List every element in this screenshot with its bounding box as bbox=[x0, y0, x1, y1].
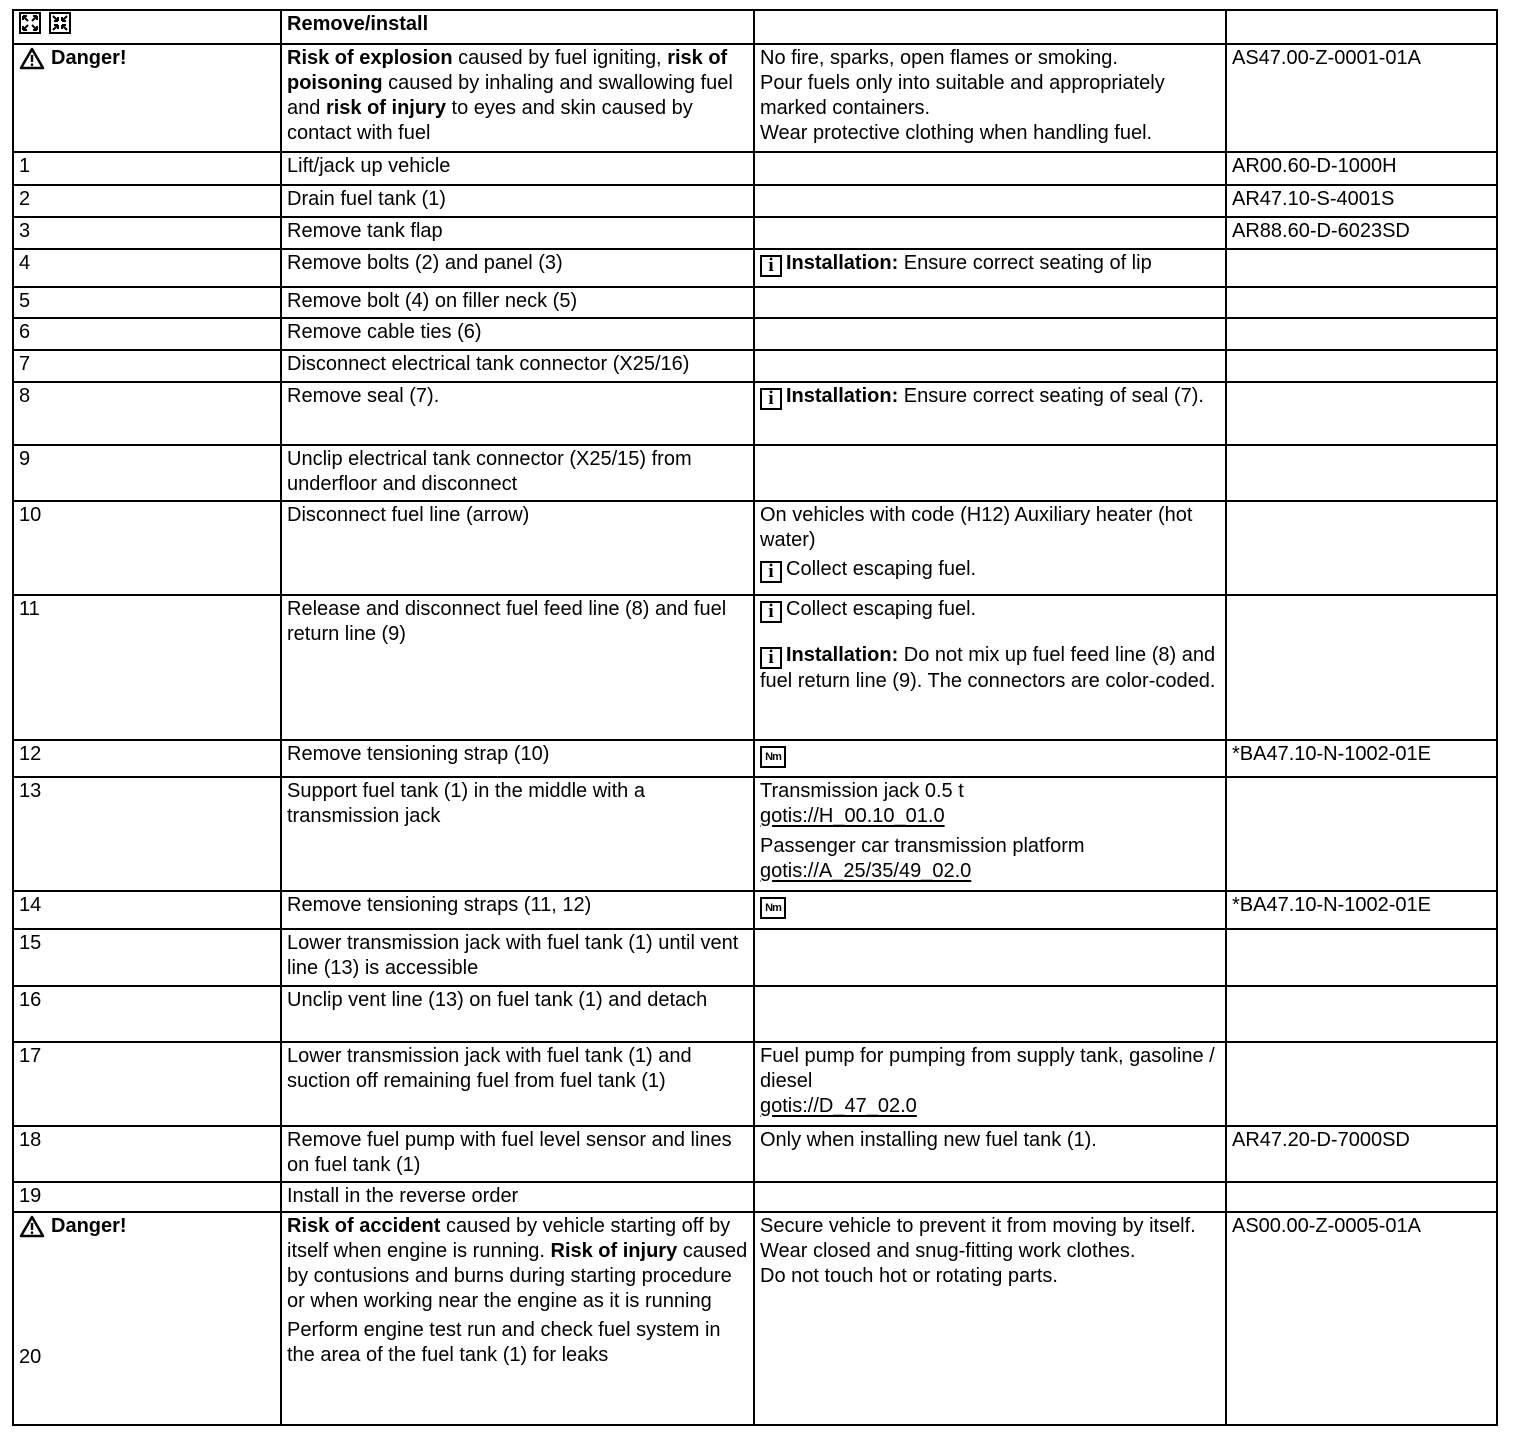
step-row-15 bbox=[13, 929, 1497, 986]
tool-name: Fuel pump for pumping from supply tank, gasoline / diesel bbox=[760, 1045, 1215, 1092]
step-number: 14 bbox=[13, 891, 281, 929]
step-row-2 bbox=[13, 185, 1497, 217]
step-number: 11 bbox=[13, 595, 281, 740]
step-note: Only when installing new fuel tank (1). bbox=[754, 1126, 1226, 1182]
warning-triangle-icon bbox=[19, 47, 45, 70]
collapse-icon[interactable] bbox=[49, 12, 71, 34]
step-row-12 bbox=[13, 740, 1497, 777]
step-ref[interactable]: AR47.10-S-4001S bbox=[1226, 185, 1497, 217]
warning-triangle-icon bbox=[19, 1215, 45, 1238]
step-text: Unclip electrical tank connector (X25/15) from underfloor and disconnect bbox=[281, 445, 754, 501]
tool-link[interactable]: gotis://A_25/35/49_02.0 bbox=[760, 860, 972, 882]
step-text: Lower transmission jack with fuel tank (1) until vent line (13) is accessible bbox=[281, 929, 754, 986]
step-number: 15 bbox=[13, 929, 281, 986]
step-row-9 bbox=[13, 445, 1497, 501]
step-row-3 bbox=[13, 217, 1497, 249]
danger-1-note: Pour fuels only into suitable and appropriately marked containers. bbox=[760, 72, 1165, 119]
danger-2-note: Do not touch hot or rotating parts. bbox=[760, 1265, 1058, 1287]
step-number: 12 bbox=[13, 740, 281, 777]
danger-1-ref[interactable]: AS47.00-Z-0001-01A bbox=[1226, 44, 1497, 152]
info-note: Collect escaping fuel. bbox=[786, 558, 977, 580]
step-text: Support fuel tank (1) in the middle with a transmission jack bbox=[281, 777, 754, 891]
danger-1-note: No fire, sparks, open flames or smoking. bbox=[760, 47, 1118, 69]
danger-2-ref[interactable]: AS00.00-Z-0005-01A bbox=[1226, 1212, 1497, 1425]
step-text: Remove tensioning strap (10) bbox=[281, 740, 754, 777]
step-text: Lift/jack up vehicle bbox=[281, 152, 754, 185]
torque-icon[interactable]: Nm bbox=[760, 746, 786, 768]
step-text: Remove fuel pump with fuel level sensor and lines on fuel tank (1) bbox=[281, 1126, 754, 1182]
step-number: 4 bbox=[13, 249, 281, 287]
step-ref[interactable]: AR88.60-D-6023SD bbox=[1226, 217, 1497, 249]
step-text: Remove cable ties (6) bbox=[281, 318, 754, 350]
step-text: Lower transmission jack with fuel tank (1) and suction off remaining fuel from fuel tank (1) bbox=[281, 1042, 754, 1126]
step-row-19 bbox=[13, 1182, 1497, 1212]
header-row bbox=[13, 10, 1497, 44]
info-icon: i bbox=[760, 601, 782, 623]
step-text: Disconnect electrical tank connector (X25/16) bbox=[281, 350, 754, 382]
danger-2-note: Secure vehicle to prevent it from moving by itself. bbox=[760, 1215, 1196, 1237]
info-note: Collect escaping fuel. bbox=[786, 598, 977, 620]
step-number: 10 bbox=[13, 501, 281, 595]
step-ref[interactable]: *BA47.10-N-1002-01E bbox=[1226, 740, 1497, 777]
step-number: 18 bbox=[13, 1126, 281, 1182]
step-row-6 bbox=[13, 318, 1497, 350]
step-ref[interactable]: AR00.60-D-1000H bbox=[1226, 152, 1497, 185]
info-icon: i bbox=[760, 255, 782, 277]
installation-label: Installation: bbox=[786, 252, 899, 274]
step-number: 2 bbox=[13, 185, 281, 217]
danger-row-1 bbox=[13, 44, 1497, 152]
step-number: 6 bbox=[13, 318, 281, 350]
step-number: 1 bbox=[13, 152, 281, 185]
step-row-4 bbox=[13, 249, 1497, 287]
danger-2-note: Wear closed and snug-fitting work clothes. bbox=[760, 1240, 1136, 1262]
header-title: Remove/install bbox=[281, 10, 754, 44]
installation-note: Do not mix up fuel feed line (8) and fuel return line (9). The connectors are color-coded. bbox=[760, 644, 1216, 692]
expand-icon[interactable] bbox=[19, 12, 41, 34]
step-number: 19 bbox=[13, 1182, 281, 1212]
step-text: Remove bolts (2) and panel (3) bbox=[281, 249, 754, 287]
step-row-8 bbox=[13, 382, 1497, 445]
step-text: Remove tensioning straps (11, 12) bbox=[281, 891, 754, 929]
step-row-14 bbox=[13, 891, 1497, 929]
step-number: 7 bbox=[13, 350, 281, 382]
step-row-13 bbox=[13, 777, 1497, 891]
step-number: 9 bbox=[13, 445, 281, 501]
step-number: 17 bbox=[13, 1042, 281, 1126]
installation-note: Ensure correct seating of seal (7). bbox=[898, 385, 1204, 407]
step-row-7 bbox=[13, 350, 1497, 382]
step-row-5 bbox=[13, 287, 1497, 318]
torque-icon[interactable]: Nm bbox=[760, 897, 786, 919]
step-number: 20 bbox=[19, 1346, 42, 1368]
step-row-16 bbox=[13, 986, 1497, 1042]
step-text: Release and disconnect fuel feed line (8) and fuel return line (9) bbox=[281, 595, 754, 740]
step-ref[interactable]: AR47.20-D-7000SD bbox=[1226, 1126, 1497, 1182]
step-text: Unclip vent line (13) on fuel tank (1) and detach bbox=[281, 986, 754, 1042]
step-row-17 bbox=[13, 1042, 1497, 1126]
danger-row-2 bbox=[13, 1212, 1497, 1425]
danger-1-note: Wear protective clothing when handling fuel. bbox=[760, 122, 1153, 144]
procedure-table bbox=[12, 9, 1498, 1426]
installation-label: Installation: bbox=[786, 644, 899, 666]
tool-link[interactable]: gotis://D_47_02.0 bbox=[760, 1095, 917, 1117]
danger-2-description: Risk of accident caused by vehicle starting off by itself when engine is running. Risk of injury caused by contusions and burns during starting procedure or when working near the engine as it is running bbox=[287, 1215, 748, 1312]
step-ref[interactable]: *BA47.10-N-1002-01E bbox=[1226, 891, 1497, 929]
step-row-1 bbox=[13, 152, 1497, 185]
step-text: Disconnect fuel line (arrow) bbox=[281, 501, 754, 595]
step-text: Remove seal (7). bbox=[281, 382, 754, 445]
step-number: 8 bbox=[13, 382, 281, 445]
step-row-10 bbox=[13, 501, 1497, 595]
danger-label-1: Danger! bbox=[19, 46, 127, 71]
header-icons-cell bbox=[13, 10, 281, 44]
step-number: 5 bbox=[13, 287, 281, 318]
info-icon: i bbox=[760, 647, 782, 669]
step-text: Install in the reverse order bbox=[281, 1182, 754, 1212]
info-icon: i bbox=[760, 388, 782, 410]
step-text: Perform engine test run and check fuel system in the area of the fuel tank (1) for leaks bbox=[287, 1319, 721, 1366]
installation-note: Ensure correct seating of lip bbox=[898, 252, 1152, 274]
step-row-18 bbox=[13, 1126, 1497, 1182]
step-number: 13 bbox=[13, 777, 281, 891]
step-row-11 bbox=[13, 595, 1497, 740]
tool-link[interactable]: gotis://H_00.10_01.0 bbox=[760, 805, 945, 827]
tool-name: Passenger car transmission platform bbox=[760, 835, 1085, 857]
step-text: Drain fuel tank (1) bbox=[281, 185, 754, 217]
step-number: 16 bbox=[13, 986, 281, 1042]
info-icon: i bbox=[760, 561, 782, 583]
step-number: 3 bbox=[13, 217, 281, 249]
step-text: Remove bolt (4) on filler neck (5) bbox=[281, 287, 754, 318]
code-note: On vehicles with code (H12) Auxiliary heater (hot water) bbox=[760, 504, 1193, 551]
danger-1-description: Risk of explosion caused by fuel igniting, risk of poisoning caused by inhaling and swallowing fuel and risk of injury to eyes and skin caused by contact with fuel bbox=[287, 47, 733, 144]
danger-label-2: Danger! bbox=[19, 1214, 127, 1239]
installation-label: Installation: bbox=[786, 385, 899, 407]
step-text: Remove tank flap bbox=[281, 217, 754, 249]
tool-name: Transmission jack 0.5 t bbox=[760, 780, 964, 802]
